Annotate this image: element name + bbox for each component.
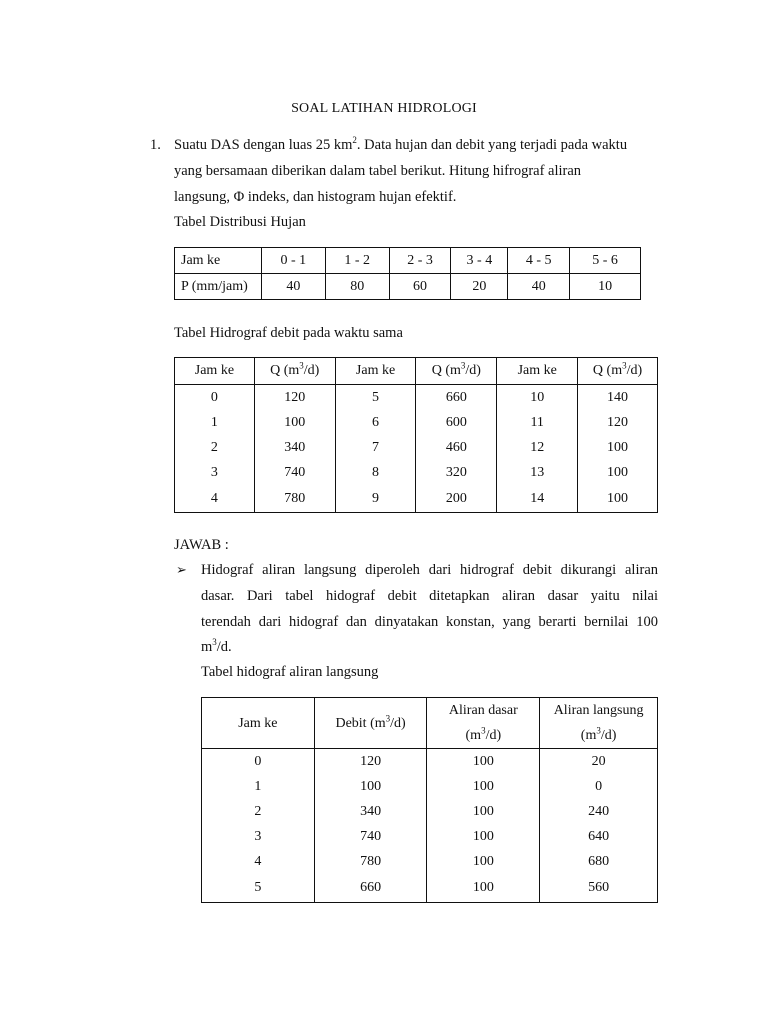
table-cell: 0 - 1 — [261, 248, 325, 274]
table-cell: 120 — [578, 410, 658, 435]
table-header-cell: Jam ke — [497, 358, 578, 385]
table-cell: 780 — [254, 485, 335, 513]
table-cell: 5 - 6 — [570, 248, 641, 274]
table-cell: 680 — [540, 849, 658, 874]
table-cell: 4 — [202, 849, 315, 874]
table-row — [202, 799, 658, 824]
table-cell: 40 — [508, 274, 570, 300]
document-title: SOAL LATIHAN HIDROLOGI — [291, 101, 477, 116]
table-cell: 780 — [314, 849, 427, 874]
table-cell: 3 — [175, 460, 255, 485]
table-cell: 100 — [578, 460, 658, 485]
table3-caption: Tabel hidograf aliran langsung — [201, 664, 379, 680]
table-cell: 100 — [427, 824, 540, 849]
answer-paragraph-line-1: Hidograf aliran langsung diperoleh dari hidrograf debit dikurangi aliran — [201, 562, 658, 578]
table-cell: 100 — [254, 410, 335, 435]
table-cell: 0 — [540, 774, 658, 799]
table-cell: 240 — [540, 799, 658, 824]
table-cell: 1 — [202, 774, 315, 799]
table-header-cell: Debit $(m^3/d)$ — [314, 698, 427, 749]
table-cell: 11 — [497, 410, 578, 435]
table-cell: 12 — [497, 435, 578, 460]
table-cell: 9 — [335, 485, 416, 513]
table-row — [175, 274, 641, 300]
table-row — [175, 485, 658, 513]
table-cell: 7 — [335, 435, 416, 460]
answer-paragraph-line-2: dasar. Dari tabel hidograf debit ditetapkan aliran dasar yaitu nilai — [201, 588, 658, 604]
table-row — [175, 460, 658, 485]
table-header-row — [202, 698, 658, 749]
table-cell: 4 — [175, 485, 255, 513]
table-row — [202, 874, 658, 903]
table-header-cell: Aliran dasar $(m^3/d)$ — [427, 698, 540, 749]
table-cell: 5 — [335, 385, 416, 411]
answer-paragraph-line-3: terendah dari hidograf dan dinyatakan konstan, yang berarti bernilai 100 — [201, 614, 658, 630]
table-cell: 100 — [578, 485, 658, 513]
table-cell: 1 - 2 — [325, 248, 389, 274]
table-cell: 600 — [416, 410, 497, 435]
table-row — [202, 824, 658, 849]
table2-caption: Tabel Hidrograf debit pada waktu sama — [174, 325, 403, 341]
table-header-cell: Aliran langsung $(m^3/d)$ — [540, 698, 658, 749]
table-header-cell: Jam ke — [175, 358, 255, 385]
table-row — [202, 774, 658, 799]
table-cell: 140 — [578, 385, 658, 411]
answer-heading: JAWAB : — [174, 537, 229, 553]
table-cell: 40 — [261, 274, 325, 300]
table-cell: Jam ke — [175, 248, 262, 274]
question-line-1: Suatu DAS dengan luas 25 $km^2$. Data hujan dan debit yang terjadi pada waktu — [174, 135, 628, 153]
table-cell: 80 — [325, 274, 389, 300]
table-cell: 200 — [416, 485, 497, 513]
table-cell: 2 — [175, 435, 255, 460]
table-header-cell: Jam ke — [202, 698, 315, 749]
table-cell: 0 — [175, 385, 255, 411]
table-cell: 560 — [540, 874, 658, 903]
table-header-row — [175, 358, 658, 385]
table1-caption: Tabel Distribusi Hujan — [174, 214, 306, 230]
table-cell: 5 — [202, 874, 315, 903]
table-cell: 14 — [497, 485, 578, 513]
table-cell: 100 — [578, 435, 658, 460]
table-cell: 8 — [335, 460, 416, 485]
table-cell: 740 — [254, 460, 335, 485]
table-cell: 10 — [570, 274, 641, 300]
table-cell: 1 — [175, 410, 255, 435]
table-cell: 640 — [540, 824, 658, 849]
table-header-cell: Q $(m^3/d)$ — [254, 358, 335, 385]
table-cell: 320 — [416, 460, 497, 485]
table-cell: 100 — [427, 874, 540, 903]
table-row — [175, 385, 658, 411]
table-cell: 60 — [389, 274, 451, 300]
table-cell: 20 — [451, 274, 508, 300]
table-cell: 340 — [254, 435, 335, 460]
table-cell: 660 — [314, 874, 427, 903]
table-cell: 4 - 5 — [508, 248, 570, 274]
table-row — [175, 248, 641, 274]
table-cell: 100 — [427, 799, 540, 824]
table-cell: 340 — [314, 799, 427, 824]
table-cell: 460 — [416, 435, 497, 460]
question-number: 1. — [150, 137, 161, 153]
discharge-hydrograph-table — [174, 357, 658, 513]
table-row — [175, 410, 658, 435]
table-cell: P (mm/jam) — [175, 274, 262, 300]
table-cell: 2 - 3 — [389, 248, 451, 274]
table-cell: 740 — [314, 824, 427, 849]
table-cell: 10 — [497, 385, 578, 411]
table-cell: 100 — [314, 774, 427, 799]
table-cell: 2 — [202, 799, 315, 824]
table-cell: 100 — [427, 774, 540, 799]
table-cell: 13 — [497, 460, 578, 485]
table-row — [202, 749, 658, 775]
bullet-arrow-icon: ➢ — [176, 562, 187, 577]
table-cell: 0 — [202, 749, 315, 775]
table-row — [202, 849, 658, 874]
table-header-cell: Q $(m^3/d)$ — [416, 358, 497, 385]
table-cell: 120 — [254, 385, 335, 411]
table-cell: 100 — [427, 849, 540, 874]
direct-runoff-table — [201, 697, 658, 903]
table-row — [175, 435, 658, 460]
rainfall-distribution-table — [174, 247, 641, 300]
question-line-2: yang bersamaan diberikan dalam tabel berikut. Hitung hifrograf aliran — [174, 163, 582, 179]
table-cell: 100 — [427, 749, 540, 775]
answer-paragraph-line-4: $m^3/d$. — [201, 637, 232, 655]
table-cell: 120 — [314, 749, 427, 775]
question-line-3: langsung, Φ indeks, dan histogram hujan efektif. — [174, 189, 457, 205]
table-header-cell: Q $(m^3/d)$ — [578, 358, 658, 385]
table-cell: 20 — [540, 749, 658, 775]
table-cell: 3 — [202, 824, 315, 849]
table-header-cell: Jam ke — [335, 358, 416, 385]
table-cell: 3 - 4 — [451, 248, 508, 274]
table-cell: 6 — [335, 410, 416, 435]
table-cell: 660 — [416, 385, 497, 411]
